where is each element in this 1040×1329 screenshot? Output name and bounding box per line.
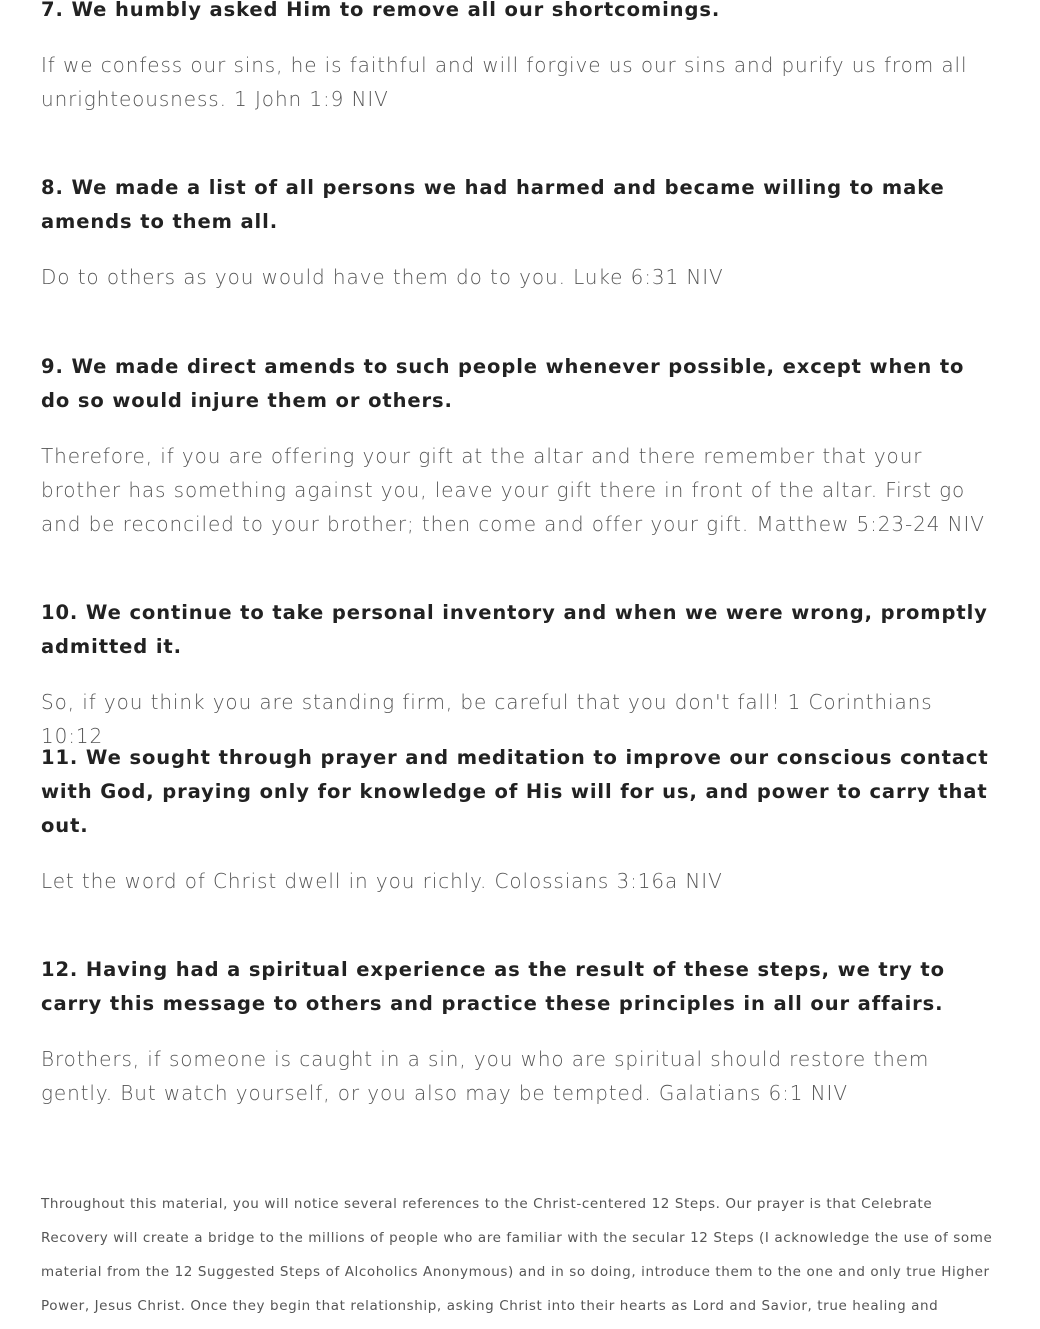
- step-12-verse: Brothers, if someone is caught in a sin, you who are spiritual should restore them gently. But watch yourself, or you also may be tempted. Galatians 6:1 NIV: [41, 1047, 930, 1105]
- step-8: [41, 171, 1001, 239]
- step-9-verse-block: [41, 439, 1001, 541]
- footnote: Throughout this material, you will notice several references to the Christ-centered 12 Steps. Our prayer is that Celebrate Recovery will create a bridge to the millions of people who are familiar with the secular 12 Steps (I acknowledge the use of some material from the 12 Suggested Steps of Alcoholics Anonymous) and in so doing, introduce them to the one and only true Higher Power, Jesus Christ. Once they begin that relationship, asking Christ into their hearts as Lord and Savior, true healing and: [41, 1196, 993, 1314]
- step-7-verse: If we confess our sins, he is faithful and will forgive us our sins and purify us from all unrighteousness. 1 John 1:9 NIV: [41, 53, 968, 111]
- step-9-verse: Therefore, if you are offering your gift at the altar and there remember that your brother has something against you, leave your gift there in front of the altar. First go and be reconciled to your brother; then come and offer your gift. Matthew 5:23-24 NIV: [41, 444, 985, 536]
- step-12: [41, 953, 1001, 1021]
- step-12-verse-block: [41, 1042, 1001, 1110]
- step-10-verse: So, if you think you are standing firm, be careful that you don't fall! 1 Corinthians 10:12: [41, 690, 933, 748]
- step-11-verse: Let the word of Christ dwell in you richly. Colossians 3:16a NIV: [41, 869, 723, 893]
- step-10: [41, 596, 1001, 664]
- step-12-heading: 12. Having had a spiritual experience as the result of these steps, we try to carry this message to others and practice these principles in all our affairs.: [41, 958, 945, 1015]
- step-7-heading: 7. We humbly asked Him to remove all our shortcomings.: [41, 0, 721, 21]
- step-11: [41, 741, 1001, 843]
- step-11-heading: 11. We sought through prayer and meditation to improve our conscious contact with God, praying only for knowledge of His will for us, and power to carry that out.: [41, 746, 989, 837]
- step-9: [41, 350, 1001, 418]
- step-9-heading: 9. We made direct amends to such people whenever possible, except when to do so would injure them or others.: [41, 355, 965, 412]
- step-7-verse-block: [41, 48, 1001, 116]
- step-8-verse-block: [41, 260, 1001, 294]
- step-11-verse-block: [41, 864, 1001, 898]
- step-10-heading: 10. We continue to take personal inventory and when we were wrong, promptly admitted it.: [41, 601, 988, 658]
- step-8-verse: Do to others as you would have them do to you. Luke 6:31 NIV: [41, 265, 724, 289]
- step-7: [41, 0, 1001, 27]
- step-8-heading: 8. We made a list of all persons we had harmed and became willing to make amends to them all.: [41, 176, 945, 233]
